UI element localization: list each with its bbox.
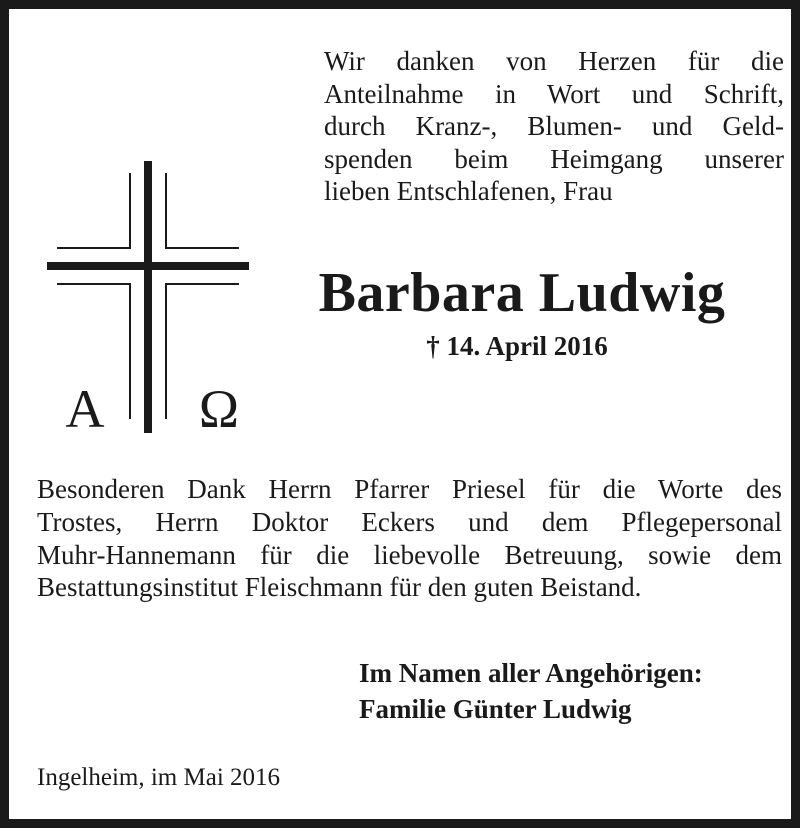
alpha-glyph: A — [65, 379, 105, 439]
deceased-name: Barbara Ludwig — [318, 262, 726, 324]
signature-line-family: Familie Günter Ludwig — [359, 694, 632, 724]
intro-line: Wir danken von Herzen für die — [324, 46, 784, 76]
intro-line: durch Kranz-, Blumen- und Geld- — [324, 111, 784, 141]
cross-alpha-omega-icon — [39, 159, 254, 439]
cross-horizontal-beam — [47, 262, 249, 270]
intro-line: spenden beim Heimgang unserer — [324, 143, 784, 174]
intro-paragraph — [324, 45, 784, 208]
intro-line: Anteilnahme in Wort und Schrift, — [324, 78, 784, 109]
thanks-paragraph — [37, 473, 782, 604]
thanks-line: Besonderen Dank Herrn Pfarrer Priesel für die Worte des — [37, 474, 782, 504]
signature-line-behalf: Im Namen aller Angehörigen: — [359, 658, 703, 688]
death-date: † 14. April 2016 — [426, 331, 608, 361]
omega-glyph: Ω — [198, 379, 240, 439]
cross-vertical-beam — [144, 161, 152, 433]
intro-line: lieben Entschlafenen, Frau — [324, 176, 613, 206]
thanks-line: Bestattungsinstitut Fleischmann für den guten Beistand. — [37, 572, 642, 603]
place-and-date: Ingelheim, im Mai 2016 — [37, 764, 281, 791]
thanks-line: Trostes, Herrn Doktor Eckers und dem Pflegepersonal — [37, 506, 782, 537]
signature-block — [359, 655, 779, 727]
thanks-line: Muhr-Hannemann für die liebevolle Betreuung, sowie dem — [37, 539, 782, 570]
